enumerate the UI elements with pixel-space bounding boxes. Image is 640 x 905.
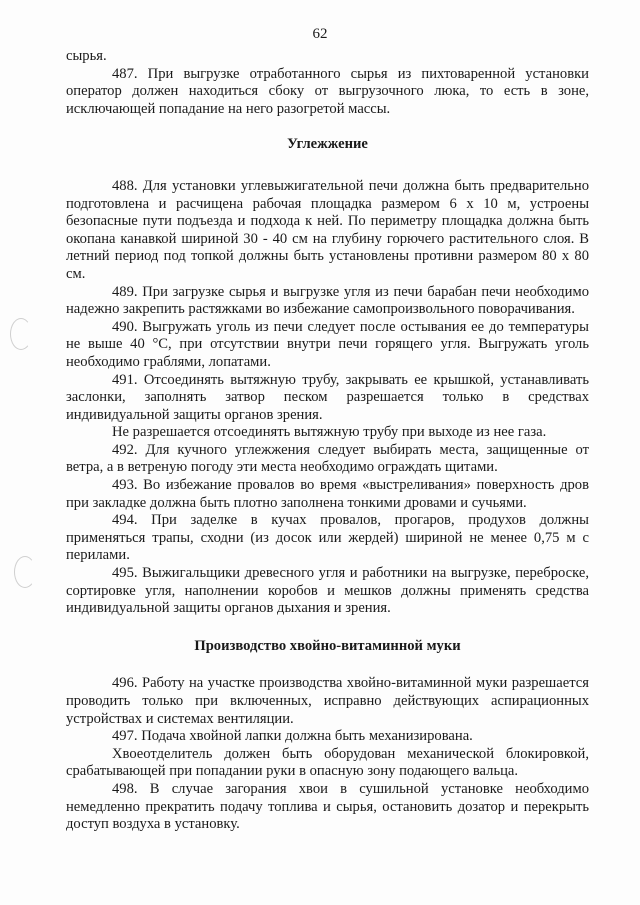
section-heading-charcoal: Углежжение [287,136,368,153]
document-body [66,48,589,834]
paragraph-490: 490. Выгружать уголь из печи следует после остывания ее до температуры не выше 40 °С, при отсутствии внутри печи горящего угля. Выгружать уголь необходимо граблями, лопатами. [66,318,589,370]
punch-hole-mark [10,318,32,350]
paragraph-488: 488. Для установки углевыжигательной печи должна быть предварительно подготовлена и расчищена рабочая площадка размером 6 х 10 м, устроены безопасные пути подъезда и подхода к ней. По периметру площадка должна быть окопана канавкой шириной 30 - 40 см на глубину горючего растительного слоя. В летний период под топкой должны быть установлены противни размером 80 х 80 см. [66,177,589,282]
paragraph-498: 498. В случае загорания хвои в сушильной установке необходимо немедленно прекратить подачу топлива и сырья, остановить дозатор и перекрыть доступ воздуха в установку. [66,780,589,833]
paragraph-494: 494. При заделке в кучах провалов, прогаров, продухов должны применяться трапы, сходни (из досок или жердей) шириной не менее 0,75 м с перилами. [66,512,589,564]
section-heading-needle-flour: Производство хвойно-витаминной муки [194,637,461,654]
punch-hole-mark [14,556,36,588]
paragraph-continuation: сырья. [66,48,107,64]
paragraph-489: 489. При загрузке сырья и выгрузке угля из печи барабан печи необходимо надежно закрепить растяжками во избежание самопроизвольного поворачивания. [66,283,589,318]
paragraph-493: 493. Во избежание провалов во время «выстреливания» поверхность дров при закладке должна быть плотно заполнена тонкими дровами и сучьями. [66,477,589,511]
paragraph-497: 497. Подача хвойной лапки должна быть механизирована. [112,728,473,745]
paragraph-491-note: Не разрешается отсоединять вытяжную трубу при выходе из нее газа. [112,424,547,441]
paragraph-487: 487. При выгрузке отработанного сырья из пихтоваренной установки оператор должен находиться сбоку от выгрузочного люка, то есть в зоне, исключающей попадание на него разогретой массы. [66,65,589,117]
paragraph-496: 496. Работу на участке производства хвойно-витаминной муки разрешается проводить только при включенных, исправно действующих аспирационных устройствах и системах вентиляции. [66,675,589,727]
paragraph-491: 491. Отсоединять вытяжную трубу, закрывать ее крышкой, устанавливать заслонки, заполнять затвор песком разрешается только в средствах индивидуальной защиты органов зрения. [66,371,589,423]
paragraph-495: 495. Выжигальщики древесного угля и работники на выгрузке, переброске, сортировке угля, наполнении коробов и мешков должны применять средства индивидуальной защиты органов дыхания и зрения. [66,565,589,617]
page-number: 62 [312,26,328,42]
paragraph-492: 492. Для кучного углежжения следует выбирать места, защищенные от ветра, а в ветреную погоду эти места необходимо ограждать щитами. [66,441,589,476]
paragraph-497-note: Хвоеотделитель должен быть оборудован механической блокировкой, срабатывающей при попадании руки в опасную зону подающего вальца. [66,745,589,780]
